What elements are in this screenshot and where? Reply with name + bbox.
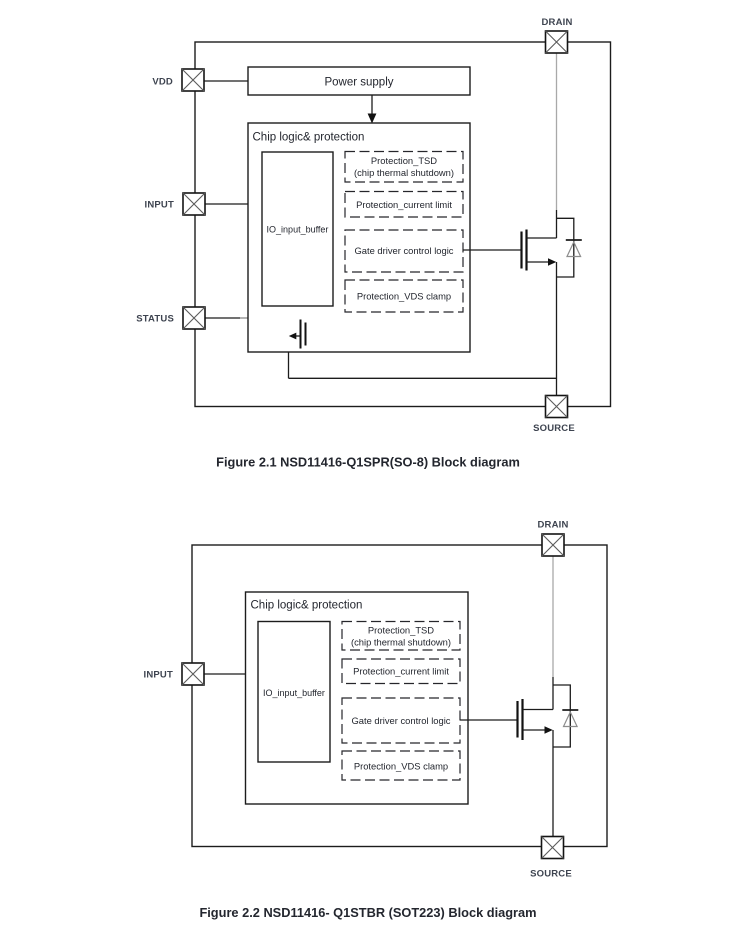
io-input-buffer-block xyxy=(262,152,333,306)
input-pin-label: INPUT xyxy=(143,669,173,681)
source-pin-label: SOURCE xyxy=(533,423,575,434)
chip-logic-label: Chip logic& protection xyxy=(252,131,365,144)
io-input-buffer-label: IO_input_buffer xyxy=(266,224,329,235)
pin-drain xyxy=(537,520,568,557)
protection-vds-clamp-label: Protection_VDS clamp xyxy=(353,760,449,772)
protection-current-limit-block xyxy=(345,192,463,218)
io-input-buffer-label: IO_input_buffer xyxy=(263,688,325,698)
drain-pin-label: DRAIN xyxy=(537,519,569,531)
figure-1-caption: Figure 2.1 NSD11416-Q1SPR(SO-8) Block diagram xyxy=(216,454,520,470)
protection-vds-clamp-block xyxy=(345,280,463,312)
pin-drain xyxy=(541,17,572,53)
status-pin-label: STATUS xyxy=(136,313,174,325)
io-input-buffer-block xyxy=(258,622,330,763)
gate-driver-block xyxy=(345,230,463,272)
chip-logic-label: Chip logic& protection xyxy=(250,599,363,612)
protection-current-limit-label: Protection_current limit xyxy=(353,665,449,677)
pin-status xyxy=(136,307,205,329)
protection-tsd-sublabel: (chip thermal shutdown) xyxy=(353,167,455,178)
power-supply-block xyxy=(248,67,470,95)
figure-2-diagram xyxy=(144,520,608,921)
protection-tsd-sublabel: (chip thermal shutdown) xyxy=(350,636,452,648)
protection-tsd-label: Protection_TSD xyxy=(367,624,435,636)
pin-input xyxy=(144,663,205,685)
vdd-pin-label: VDD xyxy=(152,76,173,88)
protection-tsd-block xyxy=(345,152,463,183)
input-pin-label: INPUT xyxy=(144,199,174,211)
protection-current-limit-label: Protection_current limit xyxy=(356,198,452,210)
drain-pin-label: DRAIN xyxy=(541,17,573,28)
protection-vds-clamp-block xyxy=(342,751,460,780)
gate-driver-label: Gate driver control logic xyxy=(351,715,451,726)
power-supply-label: Power supply xyxy=(324,76,394,89)
figure-2-caption: Figure 2.2 NSD11416- Q1STBR (SOT223) Block diagram xyxy=(199,905,537,920)
protection-current-limit-block xyxy=(342,659,460,684)
pin-vdd xyxy=(152,69,204,91)
gate-driver-label: Gate driver control logic xyxy=(354,245,454,256)
pin-input xyxy=(145,193,206,215)
figure-1-diagram xyxy=(136,17,610,470)
protection-vds-clamp-label: Protection_VDS clamp xyxy=(356,290,452,302)
source-pin-label: SOURCE xyxy=(530,868,572,880)
protection-tsd-block xyxy=(342,622,460,651)
gate-driver-block xyxy=(342,698,460,743)
protection-tsd-label: Protection_TSD xyxy=(370,155,438,166)
